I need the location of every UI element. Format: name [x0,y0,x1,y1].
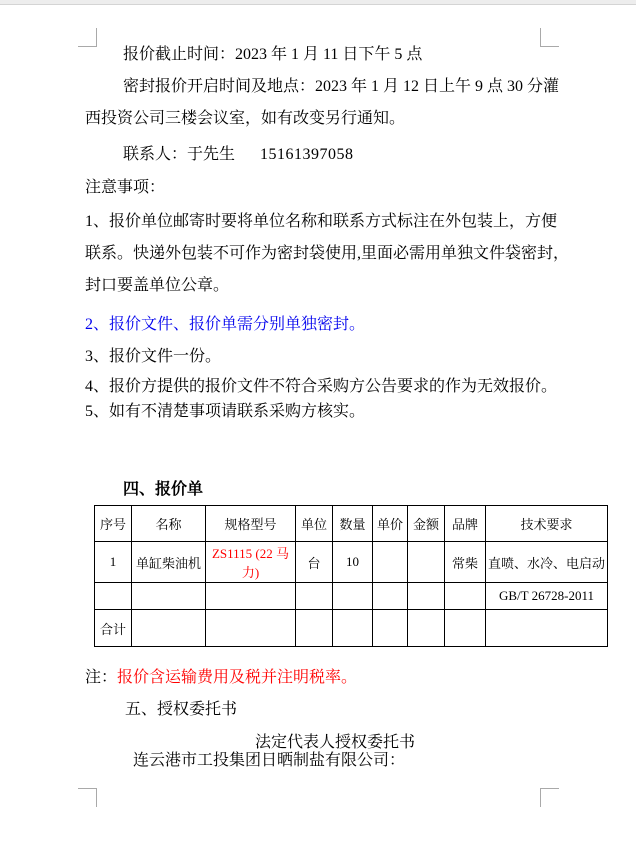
cell-price [373,542,408,583]
cell-amount [408,542,445,583]
text-boundary-mark-top-left [78,28,97,47]
header-seq: 序号 [95,506,132,542]
header-brand: 品牌 [445,506,486,542]
tax-note-line [85,669,357,687]
note-item1-line3: 封口要盖单位公章。 [85,277,230,294]
cell-unit: 台 [296,542,333,583]
cell-total-label: 合计 [95,610,132,647]
seal-opening-line-1: 密封报价开启时间及地点：2023 年 1 月 12 日上午 9 点 30 分灌 [123,78,560,95]
cell-brand: 常柴 [445,542,486,583]
note-item4: 4、报价方提供的报价文件不符合采购方公告要求的作为无效报价。 [85,378,558,395]
header-tech: 技术要求 [486,506,608,542]
table-row [95,583,608,610]
cell-model: ZS1115 (22 马力) [206,542,296,583]
text-boundary-mark-bottom-right [540,788,559,807]
quote-table [94,505,608,647]
cell-empty [486,610,608,647]
cell-empty [373,610,408,647]
cell-empty [333,610,373,647]
note-item2: 2、报价文件、报价单需分别单独密封。 [85,316,366,333]
cell-empty [408,583,445,610]
cell-empty [206,610,296,647]
cell-empty [296,583,333,610]
table-header-row [95,506,608,542]
tax-note-red-text: 报价含运输费用及税并注明税率。 [117,669,358,686]
cell-empty [445,610,486,647]
table-row [95,542,608,583]
quote-table-heading: 四、报价单 [123,481,204,498]
quote-deadline-line: 报价截止时间：2023 年 1 月 11 日下午 5 点 [123,46,423,63]
cell-tech: 直喷、水冷、电启动 [486,542,608,583]
cell-empty [95,583,132,610]
table-total-row [95,610,608,647]
contact-name: 联系人：于先生 [123,146,236,163]
header-model: 规格型号 [206,506,296,542]
text-boundary-mark-top-right [540,28,559,47]
header-price: 单价 [373,506,408,542]
note-item5: 5、如有不清楚事项请联系采购方核实。 [85,403,366,420]
contact-phone: 15161397058 [260,146,354,163]
cell-empty [132,583,206,610]
text-boundary-mark-bottom-left [78,788,97,807]
cell-empty [132,610,206,647]
cell-empty [333,583,373,610]
header-unit: 单位 [296,506,333,542]
cell-tech-standard: GB/T 26728-2011 [486,583,608,610]
authorization-subtitle: 法定代表人授权委托书 [254,734,415,751]
cell-qty: 10 [333,542,373,583]
notes-heading: 注意事项： [85,179,166,196]
cell-empty [296,610,333,647]
header-qty: 数量 [333,506,373,542]
note-item1-line1: 1、报价单位邮寄时要将单位名称和联系方式标注在外包装上，方便 [85,213,558,230]
header-name: 名称 [132,506,206,542]
authorization-heading: 五、授权委托书 [125,701,238,718]
note-item3: 3、报价文件一份。 [85,348,222,365]
cell-empty [373,583,408,610]
cell-seq: 1 [95,542,132,583]
note-item1-line2: 联系。快递外包装不可作为密封袋使用,里面必需用单独文件袋密封， [85,245,570,262]
tax-note-label: 注： [85,669,118,686]
header-amount: 金额 [408,506,445,542]
cell-empty [206,583,296,610]
cell-empty [445,583,486,610]
cell-name: 单缸柴油机 [132,542,206,583]
authorization-salutation: 连云港市工投集团日晒制盐有限公司： [133,752,406,769]
page-top-edge [0,0,636,5]
contact-line [123,146,354,164]
cell-empty [408,610,445,647]
seal-opening-line-2: 西投资公司三楼会议室，如有改变另行通知。 [85,110,406,127]
